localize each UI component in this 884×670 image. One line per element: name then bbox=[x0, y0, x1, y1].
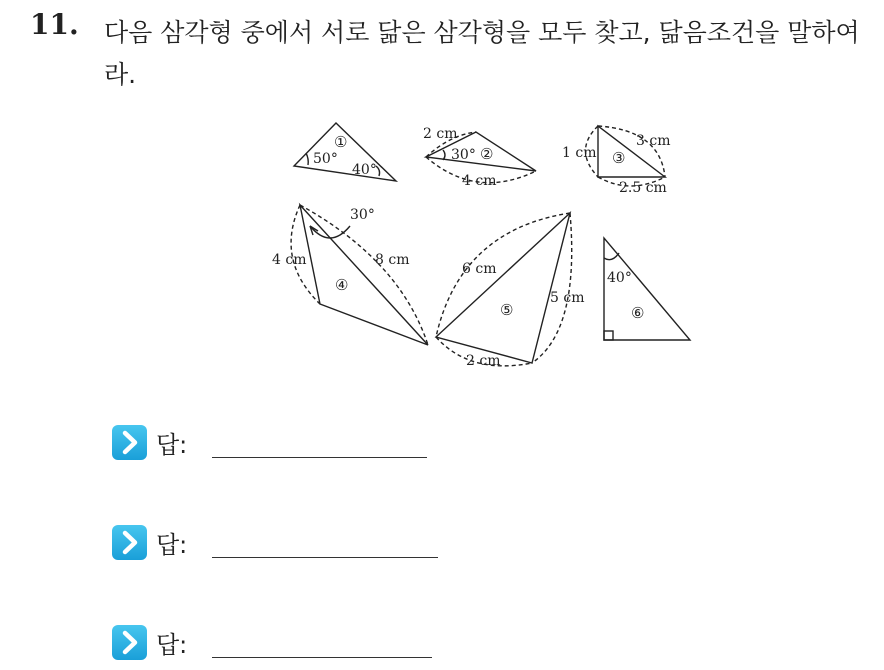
triangle-6-angle-40: 40° bbox=[607, 270, 632, 286]
triangle-6 bbox=[604, 238, 690, 340]
triangle-3-id: ③ bbox=[612, 149, 626, 167]
triangle-4-angle-30: 30° bbox=[350, 207, 375, 223]
triangle-2-angle-30: 30° bbox=[451, 147, 476, 163]
answer-label: 답: bbox=[156, 631, 188, 659]
answer-label: 답: bbox=[156, 431, 188, 459]
triangle-1-id: ① bbox=[334, 133, 348, 151]
triangle-5-side-6cm: 6 cm bbox=[462, 261, 497, 277]
triangle-4-side-4cm: 4 cm bbox=[272, 252, 307, 268]
triangle-2-side-4cm: 4 cm bbox=[462, 173, 497, 189]
triangle-3-side-3cm: 3 cm bbox=[636, 133, 671, 149]
answer-label: 답: bbox=[156, 531, 188, 559]
answer-blank[interactable] bbox=[212, 657, 432, 658]
answer-blank[interactable] bbox=[212, 557, 438, 558]
triangle-4 bbox=[291, 205, 428, 345]
arrow-icon bbox=[112, 425, 147, 460]
triangle-1 bbox=[294, 123, 396, 181]
arrow-icon bbox=[112, 625, 147, 660]
triangle-4-id: ④ bbox=[335, 276, 349, 294]
triangle-3-side-1cm: 1 cm bbox=[562, 145, 597, 161]
triangle-2-id: ② bbox=[480, 145, 494, 163]
triangle-1-angle-40: 40° bbox=[352, 162, 377, 178]
triangle-4-side-8cm: 8 cm bbox=[375, 252, 410, 268]
triangle-5-side-5cm: 5 cm bbox=[550, 290, 585, 306]
triangle-6-id: ⑥ bbox=[631, 304, 645, 322]
triangle-2-side-2cm: 2 cm bbox=[423, 126, 458, 142]
question-text: 다음 삼각형 중에서 서로 닮은 삼각형을 모두 찾고, 닮음조건을 말하여라. bbox=[104, 18, 860, 89]
triangle-5-id: ⑤ bbox=[500, 301, 514, 319]
triangle-3-side-2-5cm: 2.5 cm bbox=[619, 180, 667, 196]
question-number: 11. bbox=[30, 8, 79, 41]
answer-blank[interactable] bbox=[212, 457, 427, 458]
triangle-5-side-2cm: 2 cm bbox=[466, 353, 501, 369]
arrow-icon bbox=[112, 525, 147, 560]
triangle-1-angle-50: 50° bbox=[313, 151, 338, 167]
